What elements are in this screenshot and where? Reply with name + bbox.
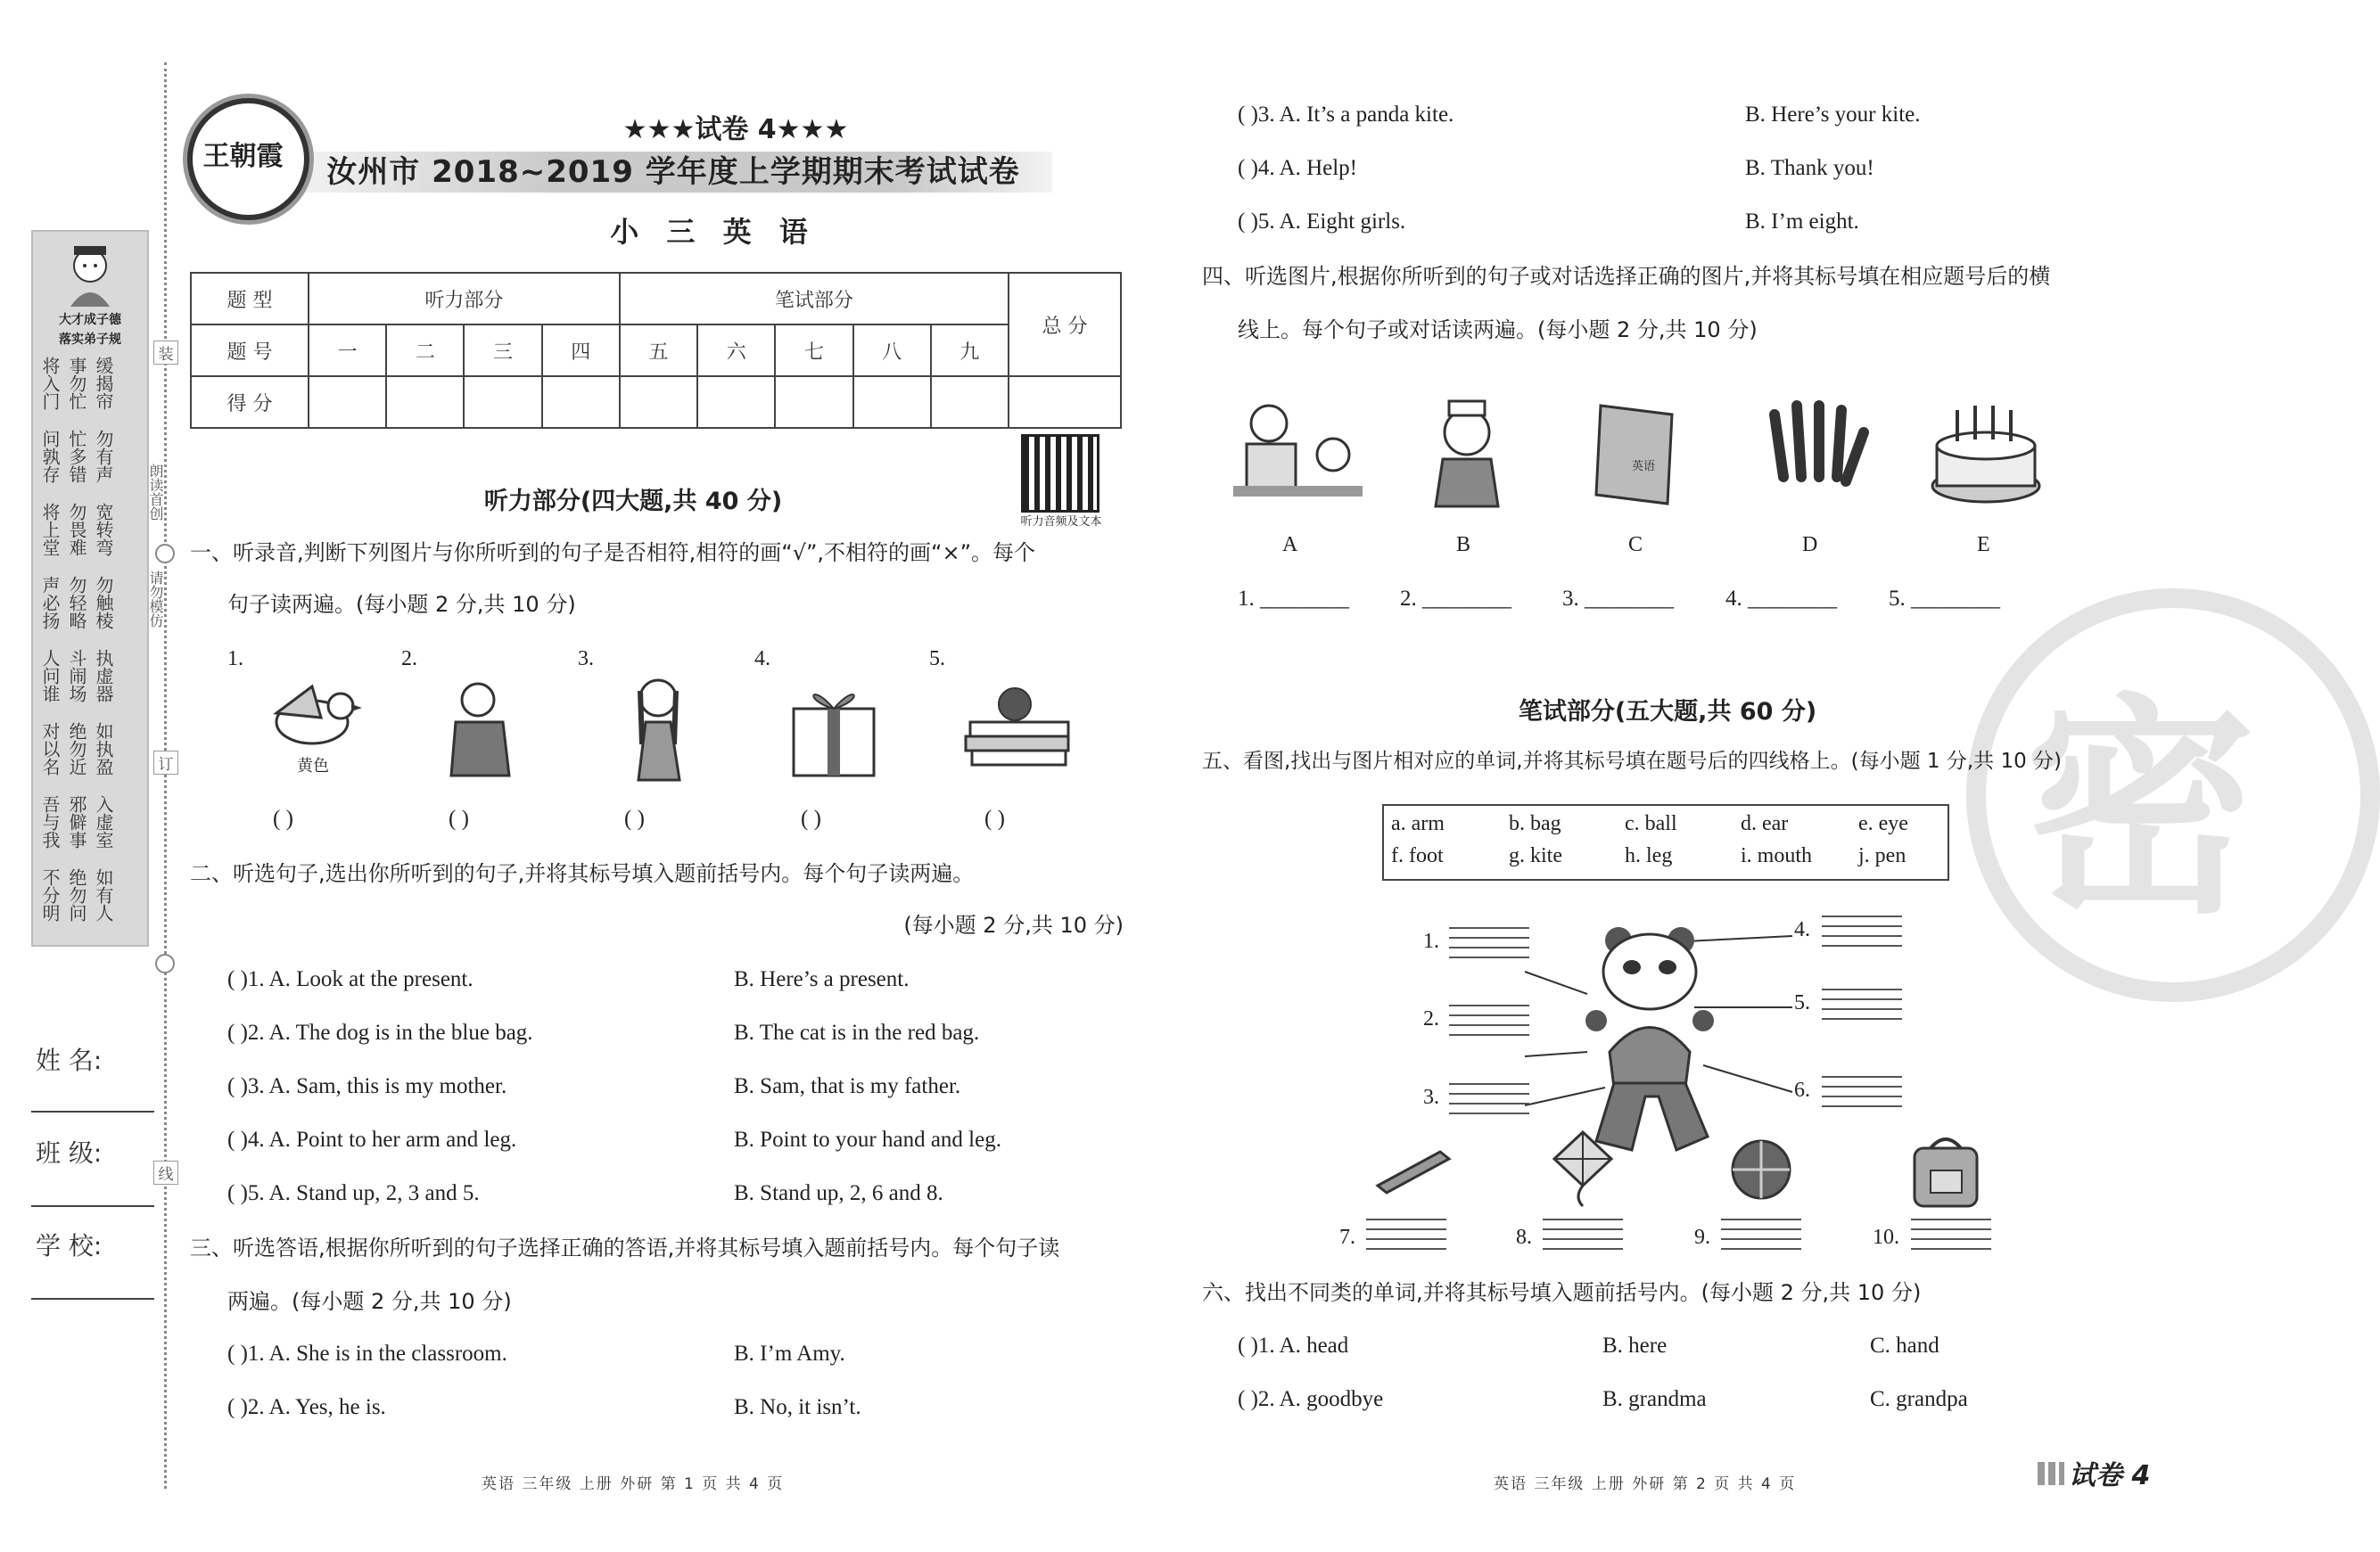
score-table-number: 三 [464, 324, 541, 376]
punch-hole-icon [155, 544, 175, 563]
secret-stamp-text: 密 [2024, 676, 2256, 945]
picture-letter: E [1977, 533, 1990, 556]
s3-option-b-4: B. Thank you! [1745, 156, 1874, 180]
picture-letter: C [1628, 533, 1643, 556]
listening-heading: 听力部分(四大题,共 40 分) [483, 488, 783, 515]
pic-number: 2. [401, 647, 417, 670]
four-line-blank[interactable] [1822, 916, 1902, 948]
motto-column: 问孰存 [39, 430, 61, 483]
cut-line [164, 62, 167, 1489]
qr-caption: 听力音频及文本 [1020, 515, 1102, 529]
s6-question-1[interactable]: ( )1. A. head [1238, 1334, 1349, 1358]
motto-title-line1: 大才成子德 [59, 313, 121, 327]
s3-option-b-3: B. Here’s your kite. [1745, 103, 1921, 127]
writing-heading: 笔试部分(五大题,共 60 分) [1518, 698, 1817, 726]
score-table-number: 八 [853, 324, 931, 376]
picture-letter: D [1802, 533, 1818, 556]
score-cell[interactable] [309, 376, 386, 428]
motto-column: 吾与我 [39, 795, 61, 849]
s2-option-b-4: B. Point to your hand and leg. [734, 1128, 1001, 1152]
word-bank-item: f. foot [1391, 844, 1444, 867]
section1-title-cont: 句子读两遍。(每小题 2 分,共 10 分) [227, 592, 576, 617]
score-cell[interactable] [775, 376, 852, 428]
motto-column: 忙多错 [66, 430, 87, 483]
score-table-type-label: 题 型 [191, 273, 309, 324]
motto-column: 将入门 [39, 357, 61, 410]
motto-column: 勿畏难 [66, 503, 87, 556]
score-table-score-label: 得 分 [191, 376, 309, 428]
score-table-total: 总 分 [1009, 273, 1121, 376]
s4-blank-3[interactable]: 3. ________ [1562, 587, 1674, 611]
s5-number: 10. [1873, 1226, 1899, 1249]
four-line-blank[interactable] [1822, 989, 1902, 1021]
motto-column: 将上堂 [39, 503, 61, 556]
section5-title: 五、看图,找出与图片相对应的单词,并将其标号填在题号后的四线格上。(每小题 1 分,共 10 分) [1202, 750, 2063, 773]
s6-option-c-2: C. grandpa [1870, 1387, 1968, 1411]
school-label: 学 校: [36, 1231, 103, 1260]
side-note-first: 朗读首创 [147, 464, 164, 521]
cut-label-ding: 订 [153, 751, 178, 775]
score-table-number: 七 [775, 324, 852, 376]
qr-code-icon[interactable] [1021, 434, 1099, 513]
score-cell[interactable] [931, 376, 1009, 428]
score-cell[interactable] [464, 376, 541, 428]
pen-icon [1373, 1141, 1454, 1195]
answer-paren[interactable]: ( ) [984, 807, 1005, 831]
s3-option-b-5: B. I’m eight. [1745, 209, 1859, 234]
picture-letter: A [1282, 533, 1298, 556]
pic-number: 3. [578, 647, 594, 670]
side-note-copy: 请勿模仿 [147, 571, 164, 628]
s3-question-4[interactable]: ( )4. A. Help! [1238, 156, 1357, 180]
s2-option-b-5: B. Stand up, 2, 6 and 8. [734, 1181, 943, 1205]
s5-number: 7. [1339, 1226, 1355, 1249]
s3-question-1[interactable]: ( )1. A. She is in the classroom. [227, 1342, 507, 1366]
class-label: 班 级: [36, 1138, 103, 1168]
score-table-number: 五 [620, 324, 697, 376]
score-table-writing: 笔试部分 [620, 273, 1009, 324]
word-bank [1382, 804, 1949, 881]
score-cell[interactable] [853, 376, 931, 428]
word-bank-item: b. bag [1509, 812, 1561, 835]
motto-column: 如有人 [93, 868, 114, 922]
four-line-blank[interactable] [1721, 1219, 1801, 1251]
english-book-icon [1587, 397, 1685, 508]
answer-paren[interactable]: ( ) [273, 807, 293, 831]
motto-column: 缓揭帘 [93, 357, 114, 410]
motto-column: 执虚器 [93, 649, 114, 702]
apple-on-books-icon [961, 677, 1077, 776]
scholar-cartoon-icon [35, 237, 145, 308]
s3-option-b-2: B. No, it isn’t. [734, 1395, 861, 1419]
s5-number: 2. [1423, 1007, 1439, 1031]
doctor-with-child-icon [1233, 392, 1363, 508]
s5-number: 4. [1794, 918, 1810, 941]
brand-logo-text: 王朝霞 [202, 141, 284, 172]
word-bank-item: i. mouth [1741, 844, 1813, 867]
word-bank-item: a. arm [1391, 812, 1445, 835]
s3-question-3[interactable]: ( )3. A. It’s a panda kite. [1238, 103, 1454, 127]
four-line-blank[interactable] [1449, 927, 1529, 959]
s2-question-5[interactable]: ( )5. A. Stand up, 2, 3 and 5. [227, 1181, 480, 1205]
four-line-blank[interactable] [1911, 1219, 1991, 1251]
score-table-number: 四 [542, 324, 620, 376]
motto-column: 绝勿问 [66, 868, 87, 922]
word-bank-item: h. leg [1625, 844, 1673, 867]
motto-column: 事勿忙 [66, 357, 87, 410]
section6-title: 六、找出不同类的单词,并将其标号填入题前括号内。(每小题 2 分,共 10 分) [1202, 1280, 1922, 1305]
s5-number: 8. [1516, 1226, 1532, 1249]
s4-blank-2[interactable]: 2. ________ [1400, 587, 1511, 611]
four-line-blank[interactable] [1543, 1219, 1623, 1251]
s2-question-2[interactable]: ( )2. A. The dog is in the blue bag. [227, 1021, 533, 1045]
s3-question-5[interactable]: ( )5. A. Eight girls. [1238, 209, 1406, 234]
corner-decoration [2038, 1462, 2064, 1485]
s2-option-b-3: B. Sam, that is my father. [734, 1074, 961, 1098]
section4-title: 四、听选图片,根据你所听到的句子或对话选择正确的图片,并将其标号填在相应题号后的横 [1202, 264, 2051, 289]
pic-number: 5. [929, 647, 945, 670]
four-line-blank[interactable] [1366, 1219, 1446, 1251]
score-table-number-label: 题 号 [191, 324, 309, 376]
word-bank-item: j. pen [1858, 844, 1906, 867]
s3-question-2[interactable]: ( )2. A. Yes, he is. [227, 1395, 386, 1419]
s5-number: 5. [1794, 991, 1810, 1014]
s4-blank-5[interactable]: 5. ________ [1889, 587, 2000, 611]
s2-question-3[interactable]: ( )3. A. Sam, this is my mother. [227, 1074, 507, 1098]
s2-question-1[interactable]: ( )1. A. Look at the present. [227, 967, 474, 991]
motto-column: 如执盈 [93, 722, 114, 776]
section4-title-cont: 线上。每个句子或对话读两遍。(每小题 2 分,共 10 分) [1238, 317, 1758, 342]
section1-title: 一、听录音,判断下列图片与你所听到的句子是否相符,相符的画“√”,不相符的画“×”。每个 [190, 540, 1036, 565]
s4-blank-4[interactable]: 4. ________ [1725, 587, 1837, 611]
motto-column: 勿有声 [93, 430, 114, 483]
section2-score: (每小题 2 分,共 10 分) [903, 913, 1124, 938]
school-field[interactable] [31, 1298, 154, 1300]
word-bank-item: e. eye [1858, 812, 1908, 835]
s6-option-b-2: B. grandma [1602, 1387, 1707, 1411]
page-footer-left: 英语 三年级 上册 外研 第 1 页 共 4 页 [482, 1475, 785, 1493]
score-table [190, 272, 1122, 429]
pic-number: 1. [227, 647, 243, 670]
score-table-number: 一 [309, 324, 386, 376]
score-cell[interactable] [542, 376, 620, 428]
motto-column: 宽转弯 [93, 503, 114, 556]
score-table-number: 二 [386, 324, 464, 376]
total-score-cell[interactable] [1009, 376, 1121, 428]
girl-waving-icon [615, 673, 704, 784]
s6-option-b-1: B. here [1602, 1334, 1668, 1358]
s6-question-2[interactable]: ( )2. A. goodbye [1238, 1387, 1384, 1411]
s2-option-b-2: B. The cat is in the red bag. [734, 1021, 980, 1045]
s3-option-b-1: B. I’m Amy. [734, 1342, 845, 1366]
four-line-blank[interactable] [1449, 1005, 1529, 1037]
nurse-icon [1418, 392, 1516, 508]
corner-paper-tag: 试卷 4 [2069, 1460, 2151, 1491]
man-sitting-icon [433, 677, 531, 780]
motto-column: 声必扬 [39, 576, 61, 629]
motto-column: 勿轻略 [66, 576, 87, 629]
answer-paren[interactable]: ( ) [449, 807, 469, 831]
exam-title: 汝州市 2018~2019 学年度上学期期末考试试卷 [326, 154, 1020, 190]
motto-column: 勿触棱 [93, 576, 114, 629]
score-cell[interactable] [620, 376, 697, 428]
motto-column: 绝勿近 [66, 722, 87, 776]
cut-label-zhuang: 装 [153, 341, 178, 365]
book-label: 英语 [1632, 460, 1656, 473]
score-table-number: 六 [697, 324, 775, 376]
word-bank-item: d. ear [1741, 812, 1789, 835]
motto-column: 斗闹场 [66, 649, 87, 702]
ball-icon [1725, 1134, 1797, 1205]
section2-title: 二、听选句子,选出你所听到的句子,并将其标号填入题前括号内。每个句子读两遍。 [190, 861, 975, 886]
name-field[interactable] [31, 1111, 154, 1113]
four-line-blank[interactable] [1449, 1083, 1529, 1115]
cut-label-xian: 线 [153, 1161, 178, 1185]
motto-title-line2: 落实弟子规 [59, 333, 121, 347]
gift-box-icon [785, 682, 883, 780]
subject-title: 小 三 英 语 [610, 215, 817, 249]
score-table-number: 九 [931, 324, 1009, 376]
name-label: 姓 名: [36, 1046, 103, 1075]
motto-column: 入虚室 [93, 795, 114, 849]
birthday-cake-icon [1926, 397, 2046, 508]
s5-number: 3. [1423, 1086, 1439, 1109]
motto-column: 人问谁 [39, 649, 61, 702]
motto-column: 邪僻事 [66, 795, 87, 849]
schoolbag-icon [1904, 1130, 1989, 1211]
answer-paren[interactable]: ( ) [801, 807, 821, 831]
s5-number: 1. [1423, 930, 1439, 953]
answer-paren[interactable]: ( ) [624, 807, 645, 831]
picture-letter: B [1456, 533, 1471, 556]
pic-number: 4. [754, 647, 770, 670]
s5-number: 9. [1694, 1226, 1710, 1249]
bird-caption: 黄色 [297, 757, 329, 776]
four-line-blank[interactable] [1822, 1076, 1902, 1108]
section3-title: 三、听选答语,根据你所听到的句子选择正确的答语,并将其标号填入题前括号内。每个句子读 [190, 1236, 1060, 1260]
page-footer-right: 英语 三年级 上册 外研 第 2 页 共 4 页 [1494, 1475, 1797, 1493]
section3-title-cont: 两遍。(每小题 2 分,共 10 分) [227, 1289, 512, 1314]
score-cell[interactable] [697, 376, 775, 428]
motto-column: 对以名 [39, 722, 61, 776]
kite-icon [1547, 1128, 1618, 1208]
class-field[interactable] [31, 1205, 154, 1207]
score-cell[interactable] [386, 376, 464, 428]
punch-hole-icon [155, 954, 175, 973]
score-table-listening: 听力部分 [309, 273, 620, 324]
fingers-icon [1757, 397, 1882, 504]
word-bank-item: g. kite [1509, 844, 1562, 867]
s5-number: 6. [1794, 1079, 1810, 1102]
s4-blank-1[interactable]: 1. ________ [1238, 587, 1349, 611]
motto-column: 不分明 [39, 868, 61, 922]
s6-option-c-1: C. hand [1870, 1334, 1939, 1358]
paper-number: ★★★试卷 4★★★ [622, 114, 849, 145]
word-bank-item: c. ball [1625, 812, 1677, 835]
s2-option-b-1: B. Here’s a present. [734, 967, 910, 991]
s2-question-4[interactable]: ( )4. A. Point to her arm and leg. [227, 1128, 517, 1152]
